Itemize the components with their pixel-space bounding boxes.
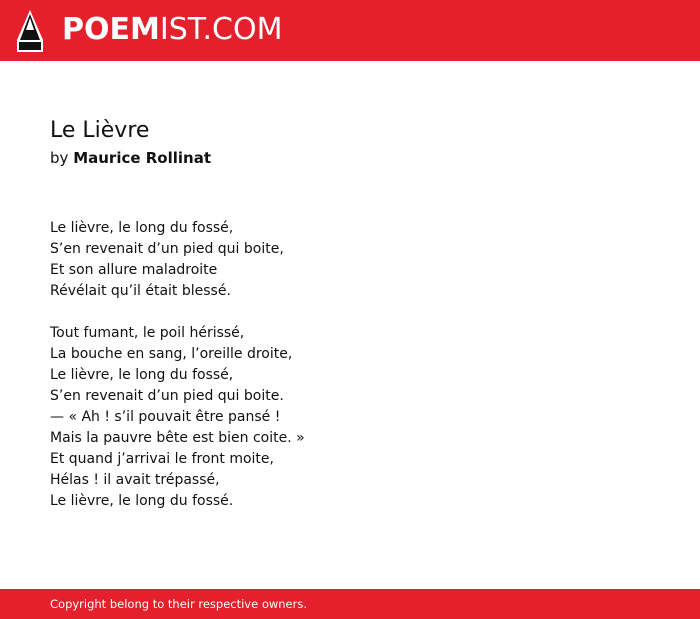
pencil-tip-icon[interactable]: [17, 10, 43, 52]
logo-bold-text: POEM: [62, 12, 160, 47]
poem-byline: [50, 148, 211, 168]
poem-stanza-2: [50, 323, 650, 512]
site-header: [0, 0, 700, 61]
poem-line: Hélas ! il avait trépassé,: [50, 472, 220, 488]
poem-author: Maurice Rollinat: [73, 149, 211, 167]
poem-line: Et quand j’arrivai le front moite,: [50, 451, 274, 467]
poem-line: Et son allure maladroite: [50, 262, 218, 278]
poem-line: Le lièvre, le long du fossé.: [50, 493, 234, 509]
logo-light-text: IST.COM: [159, 12, 283, 47]
poem-stanza-1: [50, 218, 650, 302]
poem-line: Tout fumant, le poil hérissé,: [50, 325, 245, 341]
poem-body: [50, 218, 650, 533]
poem-line: Le lièvre, le long du fossé,: [50, 220, 234, 236]
poem-title: Le Lièvre: [50, 118, 150, 143]
poem-line: La bouche en sang, l’oreille droite,: [50, 346, 293, 362]
poem-line: Le lièvre, le long du fossé,: [50, 367, 234, 383]
by-label: by: [50, 149, 69, 167]
site-logo[interactable]: [62, 13, 282, 47]
poem-line: — « Ah ! s’il pouvait être pansé !: [50, 409, 281, 425]
copyright-text: Copyright belong to their respective owners.: [50, 597, 308, 611]
poem-line: Mais la pauvre bête est bien coite. »: [50, 430, 305, 446]
poem-line: S’en revenait d’un pied qui boite,: [50, 241, 284, 257]
site-footer: [0, 589, 700, 619]
poem-line: Révélait qu’il était blessé.: [50, 283, 231, 299]
poem-line: S’en revenait d’un pied qui boite.: [50, 388, 284, 404]
